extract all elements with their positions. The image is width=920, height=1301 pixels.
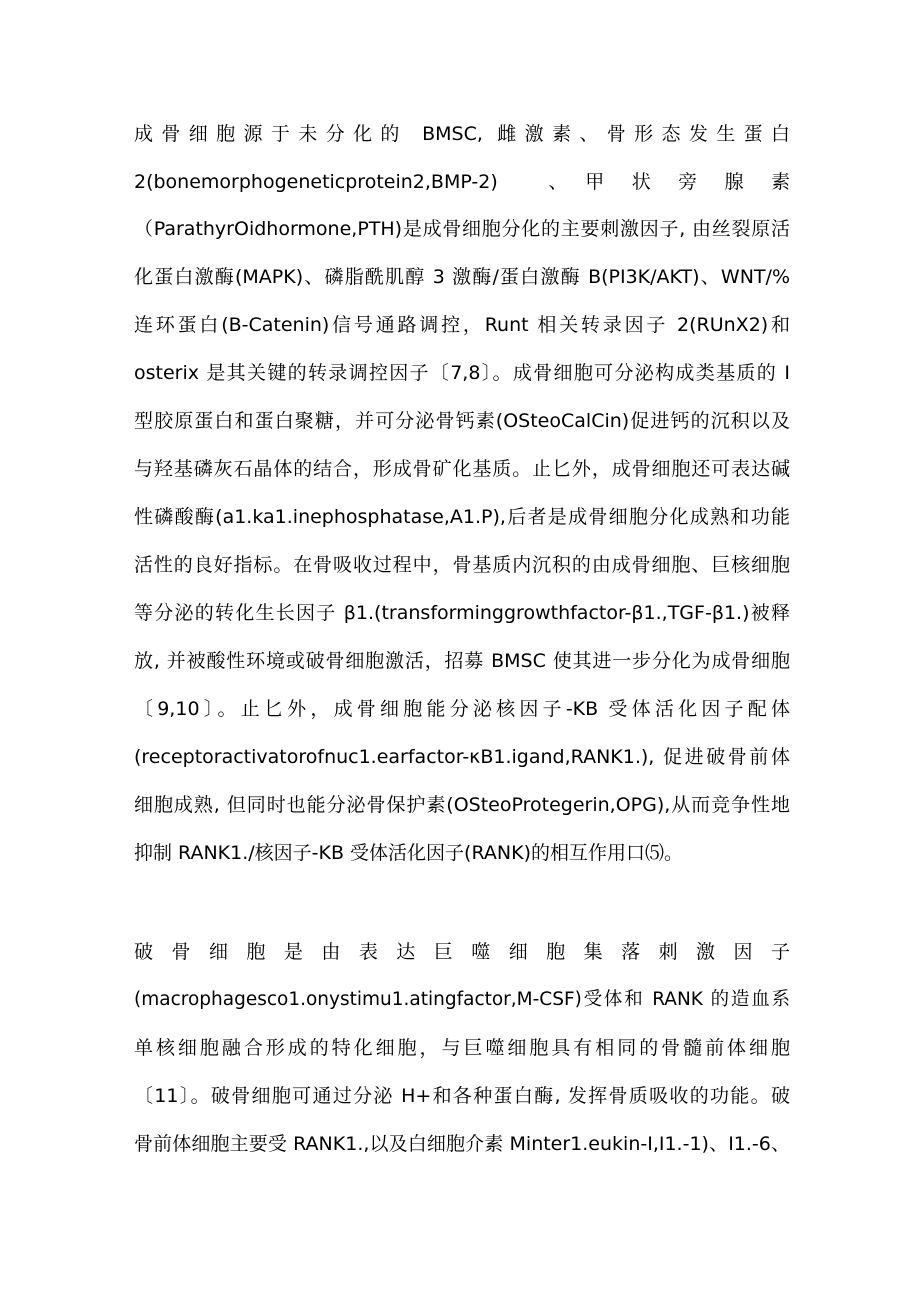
text-line: 等分泌的转化生长因子 β1.(transforminggrowthfactor-β1.,TGF-β1.)被释 <box>134 602 790 624</box>
text-line: 性磷酸酶(a1.ka1.inephosphatase,A1.P),后者是成骨细胞分化成熟和功能 <box>134 506 790 528</box>
text-line: 单核细胞融合形成的特化细胞，与巨噬细胞具有相同的骨髓前体细胞 <box>134 1037 790 1059</box>
text-line: 〔9,10〕。止匕外，成骨细胞能分泌核因子-KB 受体活化因子配体 <box>134 698 790 720</box>
text-line: 化蛋白激酶(MAPK)、磷脂酰肌醇 3 激酶/蛋白激酶 B(PI3K/AKT)、WNT/% <box>134 266 790 288</box>
text-line: 型胶原蛋白和蛋白聚糖，并可分泌骨钙素(OSteoCalCin)促进钙的沉积以及 <box>134 410 790 432</box>
text-line: 连环蛋白(B-Catenin)信号通路调控，Runt 相关转录因子 2(RUnX2)和 <box>134 314 790 336</box>
text-line: 与羟基磷灰石晶体的结合，形成骨矿化基质。止匕外，成骨细胞还可表达碱 <box>134 458 790 480</box>
text-line: 放, 并被酸性环境或破骨细胞激活，招募 BMSC 使其进一步分化为成骨细胞 <box>134 650 790 672</box>
text-line: 破骨细胞是由表达巨噬细胞集落刺激因子 <box>134 941 790 963</box>
text-line: (receptoractivatorofnuc1.earfactor-κB1.igand,RANK1.), 促进破骨前体 <box>134 746 790 768</box>
text-line: 抑制 RANK1./核因子-KB 受体活化因子(RANK)的相互作用口⑸。 <box>134 842 683 864</box>
text-line: （ParathyrOidhormone,PTH)是成骨细胞分化的主要刺激因子, 由丝裂原活 <box>134 218 790 240</box>
text-line: 细胞成熟, 但同时也能分泌骨保护素(OSteoProtegerin,OPG),从而竞争性地 <box>134 794 790 816</box>
text-line: (macrophagesco1.onystimu1.atingfactor,M-CSF)受体和 RANK 的造血系 <box>134 989 790 1010</box>
text-line: 活性的良好指标。在骨吸收过程中，骨基质内沉积的由成骨细胞、巨核细胞 <box>134 554 790 576</box>
text-line: osterix 是其关键的转录调控因子〔7,8〕。成骨细胞可分泌构成类基质的 I <box>134 362 790 384</box>
text-line: 2(bonemorphogeneticprotein2,BMP-2) 、 甲 状 旁 腺 素 <box>134 171 790 193</box>
text-line: 〔11〕。破骨细胞可通过分泌 H+和各种蛋白酶, 发挥骨质吸收的功能。破 <box>134 1085 790 1107</box>
text-line: 骨前体细胞主要受 RANK1.,以及白细胞介素 Minter1.eukin-I,I1.-1)、I1.-6、 <box>134 1133 790 1155</box>
text-line: 成骨细胞源于未分化的 BMSC, 雌激素、骨形态发生蛋白 <box>134 123 790 145</box>
